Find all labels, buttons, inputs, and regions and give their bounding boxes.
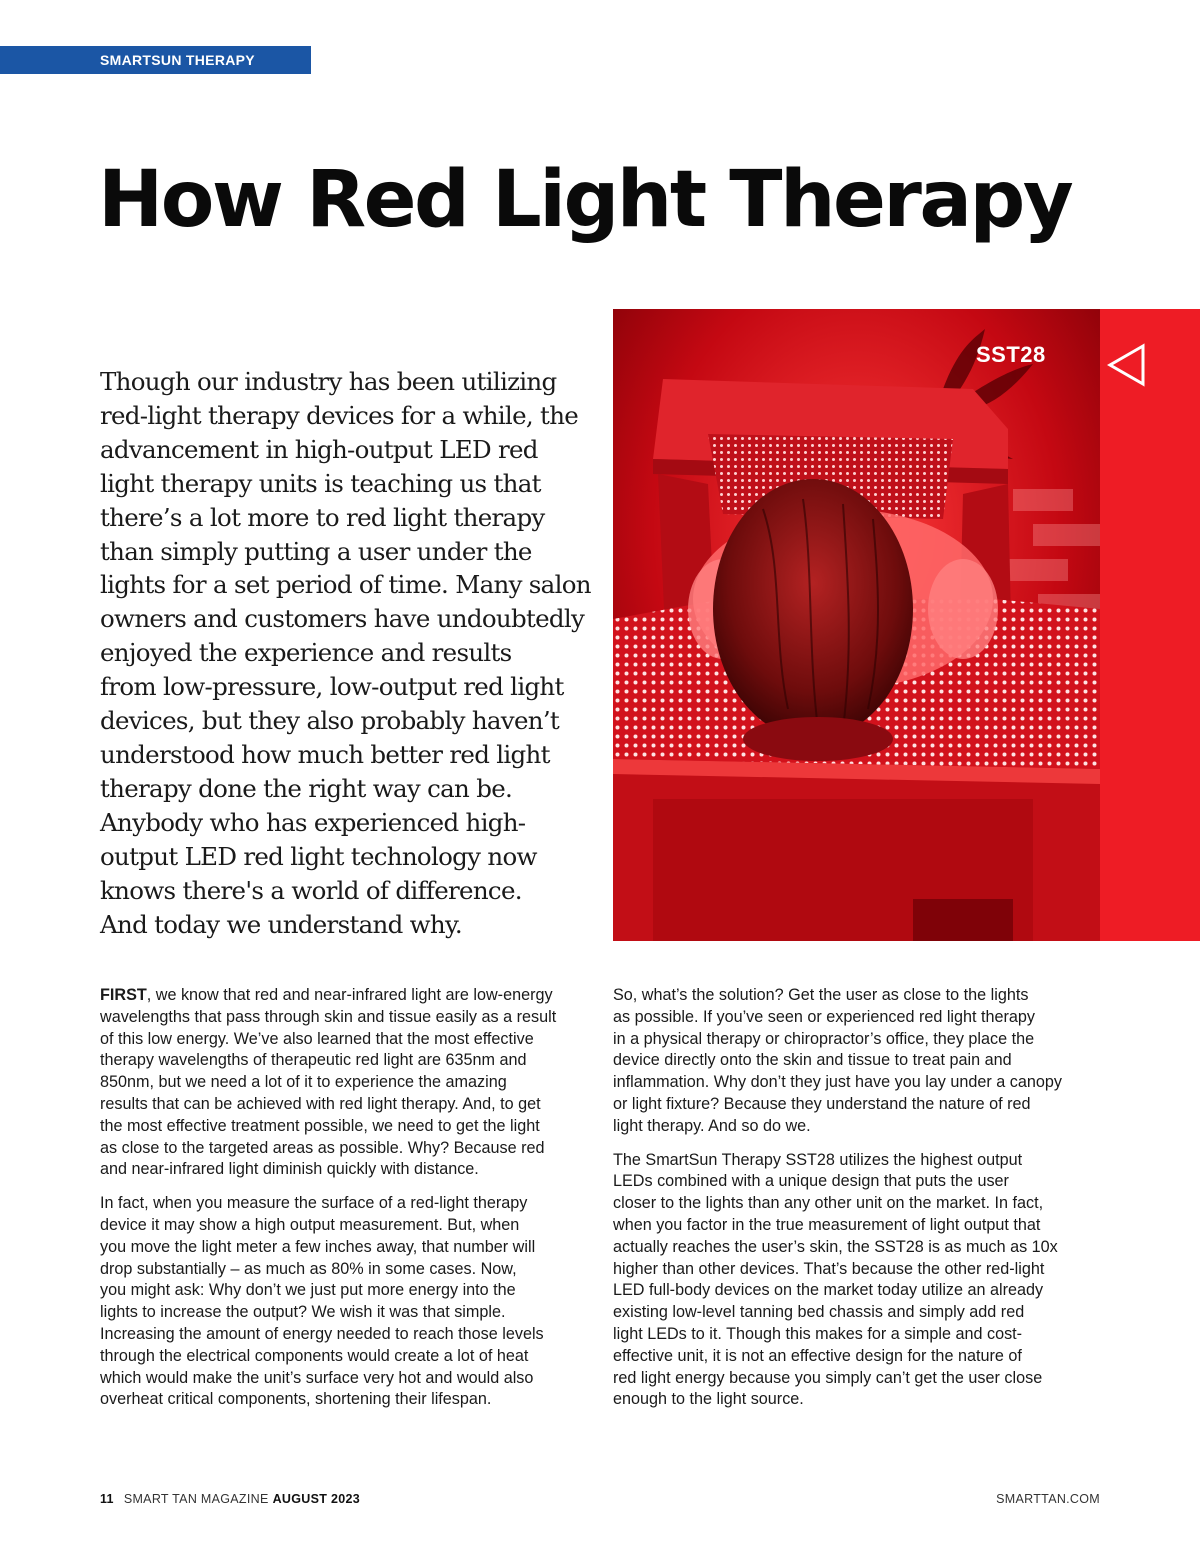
paragraph: [613, 985, 1103, 1138]
text-line: as possible. If you’ve seen or experienced red light therapy: [613, 1007, 1036, 1026]
intro-paragraph: [100, 365, 600, 941]
paragraph: [100, 1193, 590, 1411]
text-line: therapy wavelengths of therapeutic red light are 635nm and: [100, 1051, 527, 1070]
text-line: lights to increase the output? We wish it was that simple.: [100, 1303, 506, 1322]
text-line: as close to the targeted areas as possible. Why? Because red: [100, 1138, 545, 1157]
product-photo-illustration: [613, 309, 1100, 941]
text-line: the most effective treatment possible, we need to get the light: [100, 1116, 540, 1135]
text-line: closer to the lights than any other unit on the market. In fact,: [613, 1194, 1044, 1213]
text-line: light LEDs to it. Though this makes for a simple and cost-: [613, 1324, 1023, 1343]
text-line: device directly onto the skin and tissue to treat pain and: [613, 1051, 1012, 1070]
footer-left: [100, 1492, 360, 1506]
intro-line: there’s a lot more to red light therapy: [100, 502, 545, 532]
intro-line: knows there's a world of difference.: [100, 875, 522, 905]
intro-line: enjoyed the experience and results: [100, 638, 512, 668]
paragraph: [100, 985, 590, 1181]
intro-line: owners and customers have undoubtedly: [100, 604, 585, 634]
text-line: enough to the light source.: [613, 1390, 804, 1409]
intro-line: Anybody who has experienced high-: [100, 807, 526, 837]
text-line: LEDs combined with a unique design that puts the user: [613, 1172, 1009, 1191]
text-line: Increasing the amount of energy needed to reach those levels: [100, 1324, 544, 1343]
text-line: existing low-level tanning bed chassis and simply add red: [613, 1303, 1025, 1322]
footer-site: SMARTTAN.COM: [996, 1492, 1100, 1506]
text-line: or light fixture? Because they understand the nature of red: [613, 1094, 1031, 1113]
text-line: light therapy. And so do we.: [613, 1116, 811, 1135]
lead-line-rest: , we know that red and near-infrared light are low-energy: [146, 986, 553, 1004]
intro-line: devices, but they also probably haven’t: [100, 706, 560, 736]
intro-line: therapy done the right way can be.: [100, 773, 513, 803]
text-line: and near-infrared light diminish quickly with distance.: [100, 1160, 479, 1179]
text-line: [100, 985, 590, 1007]
text-line: through the electrical components would create a lot of heat: [100, 1346, 529, 1365]
text-line: of this low energy. We’ve also learned that the most effective: [100, 1029, 534, 1048]
section-label: SMARTSUN THERAPY: [0, 46, 311, 74]
text-line: So, what’s the solution? Get the user as close to the lights: [613, 986, 1029, 1004]
text-line: when you factor in the true measurement of light output that: [613, 1215, 1041, 1234]
intro-line: lights for a set period of time. Many salon: [100, 570, 591, 600]
text-line: drop substantially – as much as 80% in some cases. Now,: [100, 1259, 517, 1278]
text-line: actually reaches the user’s skin, the SST28 is as much as 10x: [613, 1237, 1058, 1256]
text-line: which would make the unit’s surface very hot and would also: [100, 1368, 534, 1387]
intro-line: Though our industry has been utilizing: [100, 367, 557, 396]
text-line: device it may show a high output measurement. But, when: [100, 1215, 520, 1234]
text-line: higher than other devices. That’s because the other red-light: [613, 1259, 1045, 1278]
text-line: effective unit, it is not an effective design for the nature of: [613, 1346, 1022, 1365]
accent-band: [1100, 309, 1200, 941]
paragraph: [613, 1150, 1103, 1412]
intro-line: understood how much better red light: [100, 739, 550, 769]
intro-line: from low-pressure, low-output red light: [100, 672, 564, 702]
lead-word: FIRST: [100, 986, 147, 1004]
text-line: red light energy because you simply can’t get the user close: [613, 1368, 1043, 1387]
product-photo: [613, 309, 1100, 941]
text-line: you move the light meter a few inches away, that number will: [100, 1237, 536, 1256]
text-line: overheat critical components, shortening their lifespan.: [100, 1390, 492, 1409]
intro-line: light therapy units is teaching us that: [100, 468, 541, 498]
intro-line: than simply putting a user under the: [100, 536, 532, 566]
intro-line: advancement in high-output LED red: [100, 434, 538, 464]
triangle-arrow-icon: [1107, 343, 1147, 387]
text-line: in a physical therapy or chiropractor’s office, they place the: [613, 1029, 1035, 1048]
issue-date: AUGUST 2023: [272, 1492, 360, 1506]
text-line: In fact, when you measure the surface of a red-light therapy: [100, 1194, 528, 1213]
intro-line: And today we understand why.: [100, 909, 462, 939]
text-line: LED full-body devices on the market today utilize an already: [613, 1281, 1044, 1300]
headline: How Red Light Therapy: [98, 155, 1072, 245]
intro-line: output LED red light technology now: [100, 841, 537, 871]
text-line: results that can be achieved with red light therapy. And, to get: [100, 1094, 541, 1113]
text-line: 850nm, but we need a lot of it to experience the amazing: [100, 1073, 507, 1092]
magazine-name: SMART TAN MAGAZINE: [123, 1492, 269, 1506]
body-column-left: [100, 985, 590, 1423]
page-number: 11: [100, 1492, 114, 1506]
text-line: The SmartSun Therapy SST28 utilizes the highest output: [613, 1150, 1023, 1169]
body-column-right: [613, 985, 1103, 1423]
text-line: you might ask: Why don’t we just put more energy into the: [100, 1281, 516, 1300]
text-line: inflammation. Why don’t they just have you lay under a canopy: [613, 1073, 1062, 1092]
text-line: wavelengths that pass through skin and tissue easily as a result: [100, 1007, 557, 1026]
intro-line: red-light therapy devices for a while, the: [100, 400, 579, 430]
photo-label: SST28: [976, 342, 1046, 367]
